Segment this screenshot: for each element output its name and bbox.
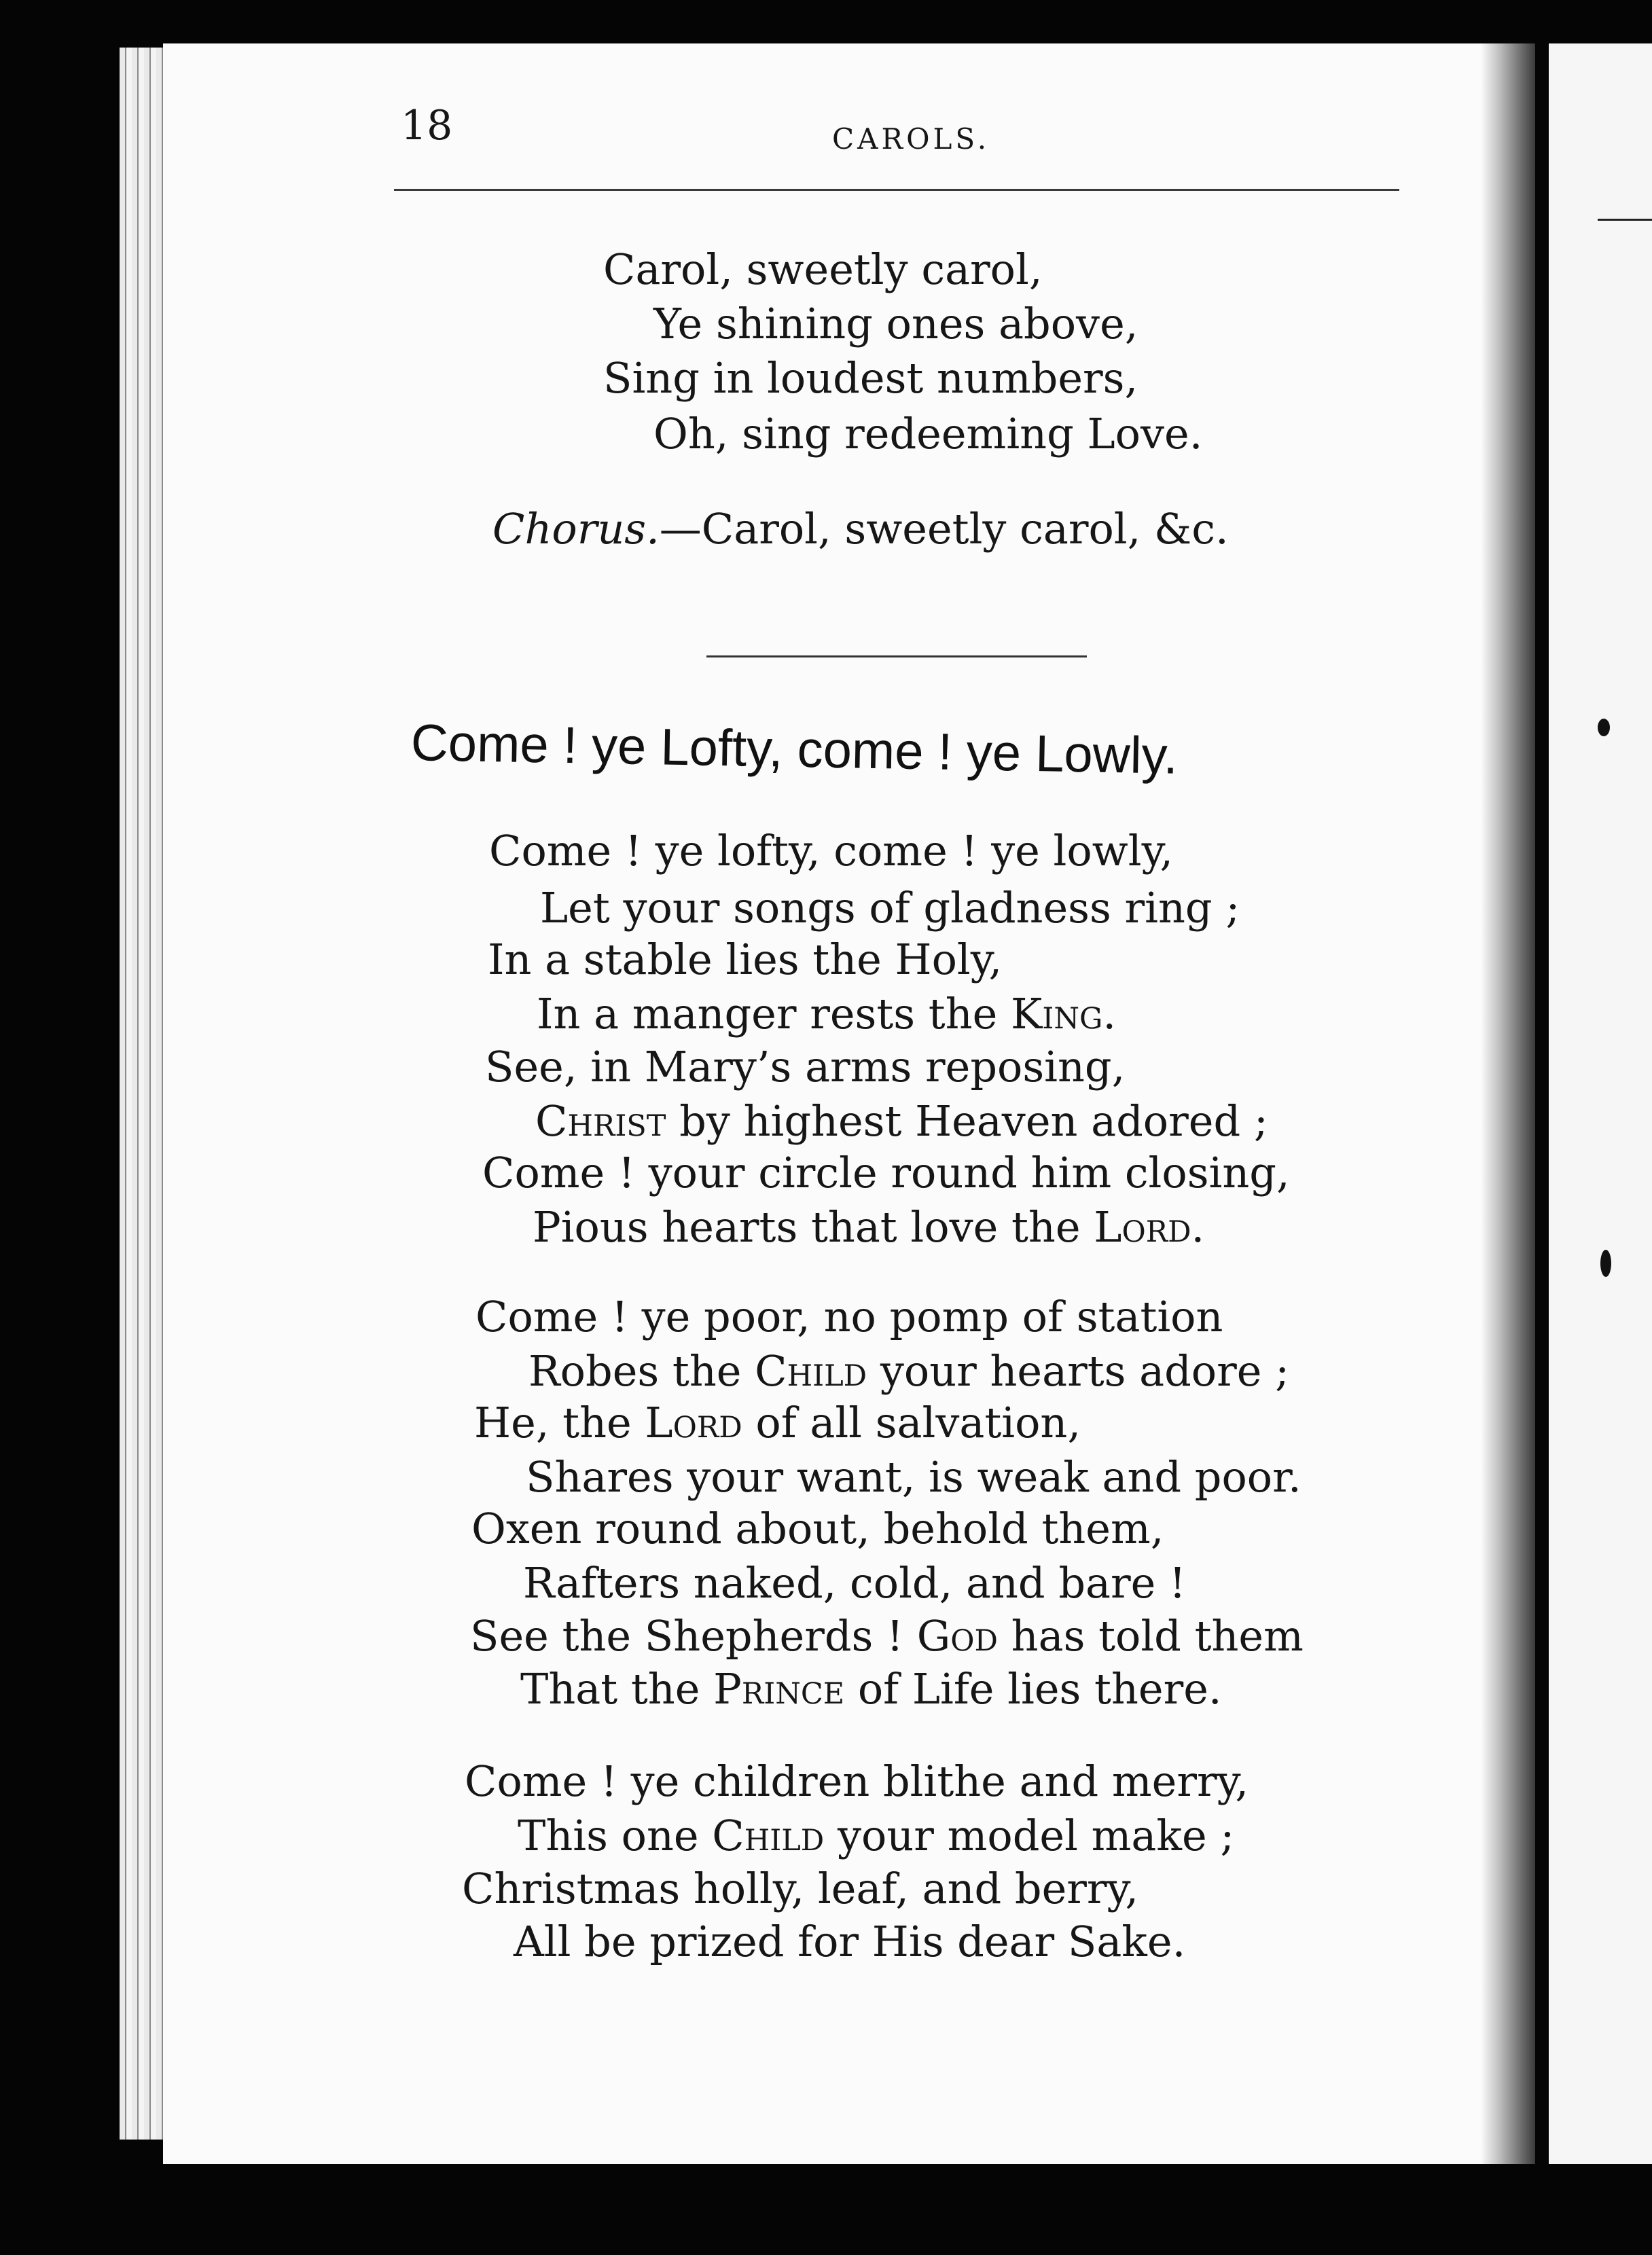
verse-line: Christmas holly, leaf, and berry,	[462, 1864, 1139, 1913]
small-caps-word: God	[916, 1611, 998, 1661]
verse-line: All be prized for His dear Sake.	[514, 1917, 1186, 1966]
chorus-text: —Carol, sweetly carol, &c.	[659, 504, 1229, 554]
verse-line: This one Child your model make ;	[518, 1811, 1235, 1860]
verse-line: See the Shepherds ! God has told them	[470, 1611, 1304, 1661]
verse-line: Pious hearts that love the Lord.	[533, 1202, 1205, 1252]
facing-page-edge	[1549, 43, 1652, 2164]
verse-line: Carol, sweetly carol,	[603, 245, 1043, 294]
small-caps-word: King	[1011, 989, 1103, 1039]
running-head: CAROLS.	[832, 122, 990, 156]
small-caps-word: Child	[755, 1346, 867, 1396]
small-caps-word: Lord	[645, 1398, 742, 1447]
verse-line: Oxen round about, behold them,	[471, 1504, 1164, 1553]
verse-line: Let your songs of gladness ring ;	[540, 883, 1240, 933]
verse-line: Robes the Child your hearts adore ;	[528, 1346, 1290, 1396]
chorus-line	[492, 504, 1229, 554]
small-caps-word: Lord	[1094, 1202, 1191, 1252]
gutter-shadow	[1481, 43, 1535, 2164]
verse-line: Come ! ye lofty, come ! ye lowly,	[489, 826, 1174, 876]
small-caps-word: Prince	[713, 1664, 845, 1714]
verse-line: Come ! your circle round him closing,	[482, 1148, 1290, 1197]
verse-line: Oh, sing redeeming Love.	[653, 409, 1203, 458]
ink-blot	[1598, 719, 1610, 736]
verse-line: In a manger rests the King.	[537, 989, 1117, 1039]
verse-line: He, the Lord of all salvation,	[474, 1398, 1081, 1447]
verse-line: In a stable lies the Holy,	[488, 935, 1003, 984]
small-caps-word: Child	[712, 1811, 825, 1860]
ink-blot	[1600, 1250, 1611, 1277]
verse-line: Sing in loudest numbers,	[603, 353, 1138, 403]
verse-line: Shares your want, is weak and poor.	[526, 1452, 1301, 1502]
verse-line: Ye shining ones above,	[653, 299, 1138, 348]
verse-line: Come ! ye poor, no pomp of station	[475, 1292, 1223, 1341]
facing-page-rule	[1598, 219, 1652, 221]
header-rule	[394, 189, 1399, 191]
carol-title: Come ! ye Lofty, come ! ye Lowly.	[410, 714, 1179, 785]
verse-line: That the Prince of Life lies there.	[520, 1664, 1222, 1714]
verse-line: Christ by highest Heaven adored ;	[535, 1096, 1268, 1146]
verse-line: See, in Mary’s arms reposing,	[485, 1042, 1126, 1092]
verse-line: Come ! ye children blithe and merry,	[465, 1756, 1249, 1806]
verse-line: Rafters naked, cold, and bare !	[523, 1558, 1186, 1608]
section-separator-rule	[706, 655, 1087, 657]
chorus-label: Chorus.	[492, 504, 660, 554]
small-caps-word: Christ	[535, 1096, 666, 1146]
page-number: 18	[401, 102, 453, 149]
